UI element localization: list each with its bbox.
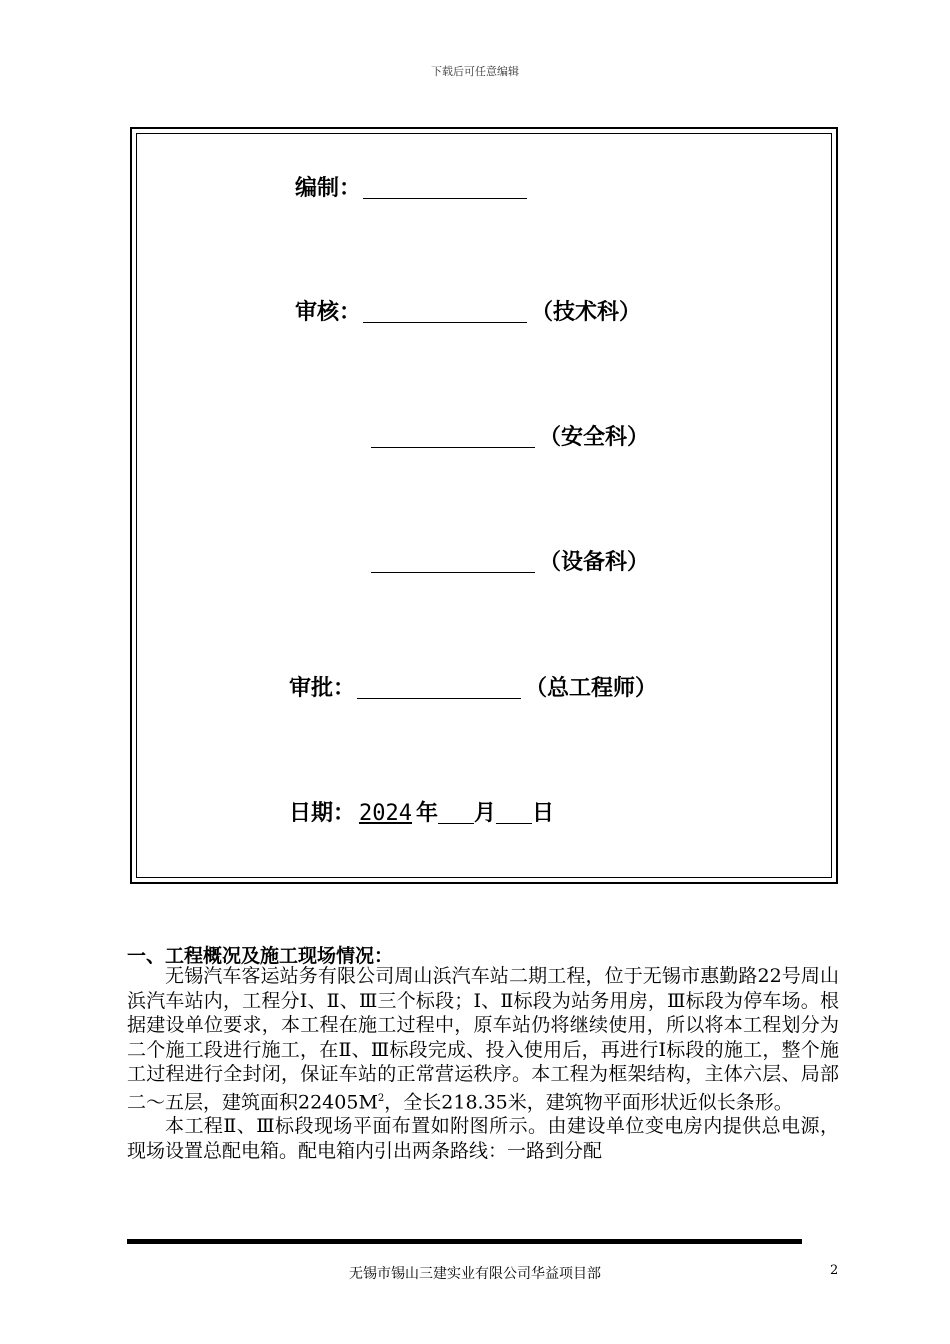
review-equipment-signature-line[interactable] (371, 550, 535, 573)
review-safety-signature-line[interactable] (371, 425, 535, 448)
area-unit-superscript: 2 (377, 1092, 385, 1104)
page-number: 2 (830, 1263, 839, 1278)
date-month-unit: 月 (474, 801, 497, 826)
date-day-unit: 日 (532, 801, 555, 826)
review-tech-signature-line[interactable] (363, 300, 527, 323)
review-equipment-row (369, 549, 649, 577)
approval-signature-line[interactable] (357, 676, 521, 699)
date-day-blank[interactable] (496, 801, 532, 824)
date-year: 2024 (359, 801, 412, 826)
paragraph-1-part-b: ，全长218.35米，建筑物平面形状近似长条形。 (384, 1090, 793, 1113)
review-equipment-dept: （设备科） (539, 550, 650, 575)
footer-divider (127, 1239, 802, 1244)
review-tech-dept: （技术科） (531, 300, 642, 325)
review-safety-row (369, 424, 649, 452)
approval-label: 审批： (289, 676, 356, 701)
compiled-label: 编制： (295, 176, 362, 201)
date-label: 日期： (289, 801, 356, 826)
paragraph-1-part-a: 无锡汽车客运站务有限公司周山浜汽车站二期工程，位于无锡市惠勤路22号周山浜汽车站内，工程分Ⅰ、Ⅱ、Ⅲ三个标段；Ⅰ、Ⅱ标段为站务用房，Ⅲ标段为停车场。根据建设单位要求，本工程在施工过程中，原车站仍将继续使用，所以将本工程划分为二个施工段进行施工，在Ⅱ、Ⅲ标段完成、投入使用后，再进行Ⅰ标段的施工，整个施工过程进行全封闭，保证车站的正常营运秩序。本工程为框架结构，主体六层、局部二～五层，建筑面积22405M (127, 965, 839, 1113)
header-note: 下载后可任意编辑 (431, 65, 519, 78)
section-body (127, 964, 839, 1163)
paragraph-2: 本工程Ⅱ、Ⅲ标段现场平面布置如附图所示。由建设单位变电房内提供总电源，现场设置总配电箱。配电箱内引出两条路线：一路到分配 (127, 1115, 839, 1162)
date-row (289, 800, 554, 828)
date-year-unit: 年 (416, 801, 439, 826)
signature-box (130, 127, 838, 884)
date-month-blank[interactable] (438, 801, 474, 824)
paragraph-1 (127, 964, 839, 1114)
approval-role: （总工程师） (525, 676, 658, 701)
signature-box-inner-border (136, 133, 832, 878)
review-tech-row (295, 299, 641, 327)
review-safety-dept: （安全科） (539, 425, 650, 450)
review-label: 审核： (295, 300, 362, 325)
compiled-row (295, 175, 531, 203)
footer-company: 无锡市锡山三建实业有限公司华益项目部 (349, 1266, 601, 1282)
section-heading: 一、工程概况及施工现场情况： (127, 945, 394, 967)
approval-row (289, 675, 657, 703)
compiled-signature-line[interactable] (363, 176, 527, 199)
